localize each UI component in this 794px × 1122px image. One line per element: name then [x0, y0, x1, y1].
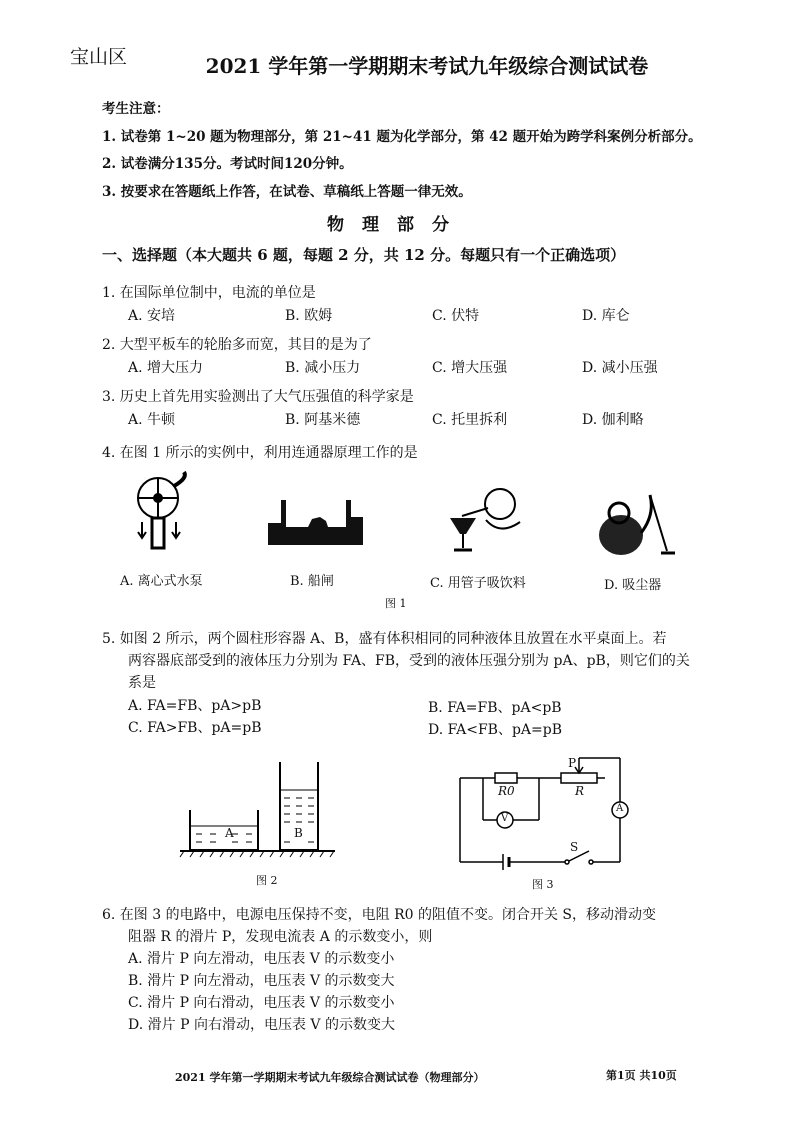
page-footer: 2021 学年第一学期期末考试九年级综合测试试卷（物理部分）	[175, 1071, 485, 1084]
q2-option-d: D. 减小压强	[582, 360, 658, 376]
q6-option-d: D. 滑片 P 向右滑动，电压表 V 的示数变大	[128, 1017, 395, 1033]
q4-option-a: A. 离心式水泵	[120, 574, 203, 589]
note-item: 1. 试卷第 1~20 题为物理部分，第 21~41 题为化学部分，第 42 题开始为跨学科案例分析部分。	[102, 128, 702, 145]
question-4-stem: 4. 在图 1 所示的实例中，利用连通器原理工作的是	[102, 445, 418, 461]
container-a-label: A	[225, 826, 234, 840]
question-6-stem-line2: 阻器 R 的滑片 P，发现电流表 A 的示数变小，则	[128, 929, 433, 945]
note-item: 3. 按要求在答题纸上作答，在试卷、草稿纸上答题一律无效。	[102, 183, 472, 200]
figure-3-circuit	[455, 750, 640, 870]
slider-p-label: P	[568, 756, 577, 770]
q5-option-b: B. FA=FB、pA<pB	[428, 700, 562, 716]
q1-option-a: A. 安培	[128, 308, 176, 324]
q1-option-c: C. 伏特	[432, 308, 480, 324]
ship-lock-icon	[268, 495, 363, 550]
vacuum-cleaner-icon	[595, 485, 675, 560]
resistor-r0-label: R0	[498, 784, 515, 798]
question-2-stem: 2. 大型平板车的轮胎多而宽，其目的是为了	[102, 337, 372, 353]
q1-option-b: B. 欧姆	[285, 308, 333, 324]
question-5-stem-line2: 两容器底部受到的液体压力分别为 FA、FB，受到的液体压强分别为 pA、pB，则它们的关	[128, 653, 690, 669]
figure-1-caption: 图 1	[385, 597, 407, 610]
q3-option-b: B. 阿基米德	[285, 412, 361, 428]
rheostat-r-label: R	[575, 784, 585, 798]
section-title: 物理部分	[327, 215, 467, 235]
q5-option-a: A. FA=FB、pA>pB	[128, 698, 262, 714]
notes-block	[102, 96, 702, 206]
page-number: 第1页 共10页	[606, 1069, 677, 1082]
q4-option-b: B. 船闸	[290, 574, 334, 589]
district-label: 宝山区	[70, 46, 128, 68]
question-6-stem-line1: 6. 在图 3 的电路中，电源电压保持不变，电阻 R0 的阻值不变。闭合开关 S，移动滑动变	[102, 907, 657, 923]
q6-option-c: C. 滑片 P 向右滑动，电压表 V 的示数变小	[128, 995, 395, 1011]
q2-option-a: A. 增大压力	[128, 360, 204, 376]
exam-title: 2021 学年第一学期期末考试九年级综合测试试卷	[205, 54, 649, 78]
q4-option-c: C. 用管子吸饮料	[430, 576, 526, 591]
q6-option-b: B. 滑片 P 向左滑动，电压表 V 的示数变大	[128, 973, 395, 989]
question-5-stem-line1: 5. 如图 2 所示，两个圆柱形容器 A、B，盛有体积相同的同种液体且放置在水平桌面上。若	[102, 631, 667, 647]
q3-option-a: A. 牛顿	[128, 412, 176, 428]
q3-option-d: D. 伽利略	[582, 412, 644, 428]
q5-option-d: D. FA<FB、pA=pB	[428, 722, 563, 738]
q3-option-c: C. 托里拆利	[432, 412, 508, 428]
notes-heading: 考生注意：	[102, 101, 170, 117]
container-b-label: B	[294, 826, 303, 840]
centrifugal-pump-icon	[128, 470, 198, 555]
q1-option-d: D. 库仑	[582, 308, 630, 324]
note-item: 2. 试卷满分135分。考试时间120分钟。	[102, 156, 353, 172]
q2-option-c: C. 增大压强	[432, 360, 508, 376]
question-3-stem: 3. 历史上首先用实验测出了大气压强值的科学家是	[102, 389, 414, 405]
switch-s-label: S	[570, 840, 579, 854]
q4-option-d: D. 吸尘器	[604, 578, 662, 593]
ammeter-label: A	[616, 803, 624, 814]
question-1-stem: 1. 在国际单位制中，电流的单位是	[102, 285, 316, 301]
question-5-stem-line3: 系是	[128, 675, 156, 691]
figure-3-caption: 图 3	[532, 878, 554, 891]
q2-option-b: B. 减小压力	[285, 360, 361, 376]
section-heading: 一、选择题（本大题共 6 题，每题 2 分，共 12 分。每题只有一个正确选项）	[102, 246, 626, 264]
q5-option-c: C. FA>FB、pA=pB	[128, 720, 262, 736]
q6-option-a: A. 滑片 P 向左滑动，电压表 V 的示数变小	[128, 951, 395, 967]
voltmeter-label: V	[501, 813, 509, 824]
figure-2-containers	[180, 760, 340, 865]
figure-2-caption: 图 2	[256, 874, 278, 887]
drinking-straw-icon	[448, 484, 528, 559]
